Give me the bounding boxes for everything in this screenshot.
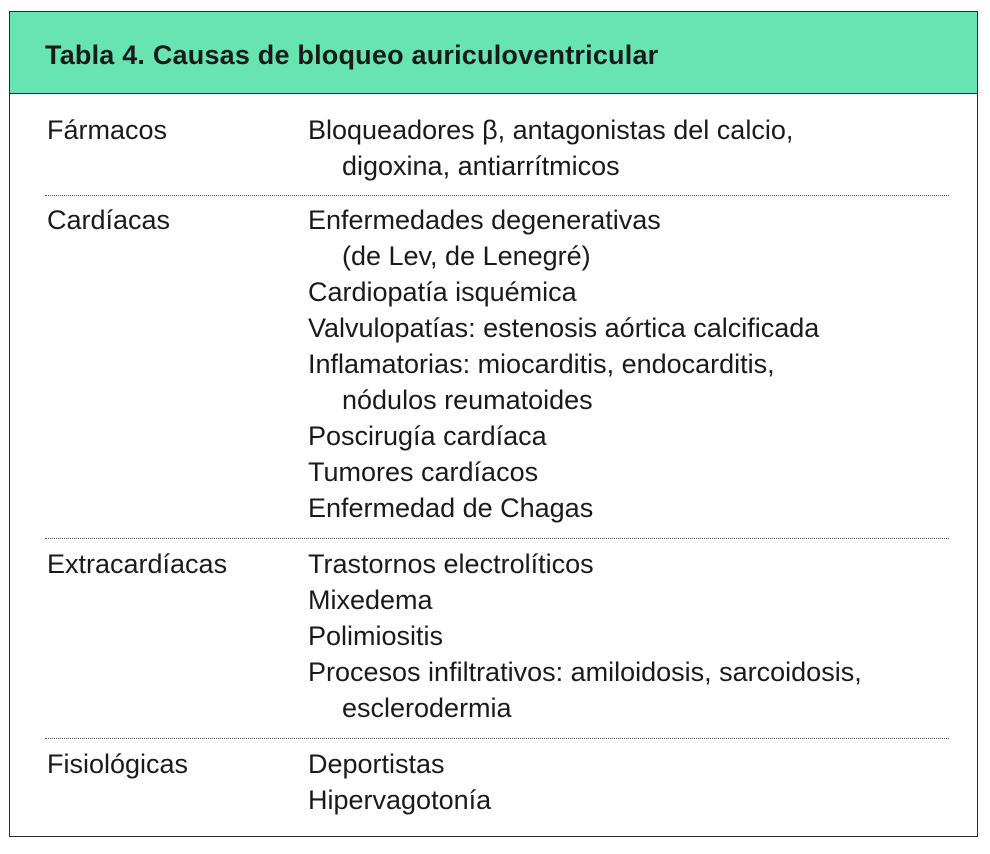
row-divider (45, 195, 949, 196)
row-items (308, 112, 793, 184)
list-item: Poscirugía cardíaca (308, 421, 547, 451)
row-items (308, 202, 819, 526)
list-item: Deportistas (308, 749, 445, 779)
row-category: Fármacos (47, 115, 168, 145)
list-item: Hipervagotonía (308, 785, 492, 815)
list-item: esclerodermia (342, 693, 512, 723)
row-category: Extracardíacas (47, 549, 228, 579)
row-items (308, 746, 491, 818)
list-item: digoxina, antiarrítmicos (342, 151, 620, 181)
row-items (308, 546, 862, 726)
row-divider (45, 738, 949, 739)
list-item: Enfermedades degenerativas (308, 205, 661, 235)
table-title-bar (10, 12, 977, 94)
list-item: Cardiopatía isquémica (308, 277, 577, 307)
causes-table (9, 11, 978, 837)
row-category: Cardíacas (47, 205, 171, 235)
table-title: Tabla 4. Causas de bloqueo auriculoventricular (45, 40, 659, 70)
list-item: Procesos infiltrativos: amiloidosis, sarcoidosis, (308, 657, 862, 687)
row-divider (45, 538, 949, 539)
list-item: Valvulopatías: estenosis aórtica calcificada (308, 313, 820, 343)
list-item: Mixedema (308, 585, 433, 615)
list-item: Tumores cardíacos (308, 457, 539, 487)
list-item: nódulos reumatoides (342, 385, 593, 415)
list-item: Trastornos electrolíticos (308, 549, 594, 579)
list-item: Bloqueadores β, antagonistas del calcio, (308, 115, 794, 145)
list-item: (de Lev, de Lenegré) (342, 241, 591, 271)
list-item: Polimiositis (308, 621, 444, 651)
list-item: Enfermedad de Chagas (308, 493, 594, 523)
row-category: Fisiológicas (47, 749, 189, 779)
list-item: Inflamatorias: miocarditis, endocarditis, (308, 349, 775, 379)
